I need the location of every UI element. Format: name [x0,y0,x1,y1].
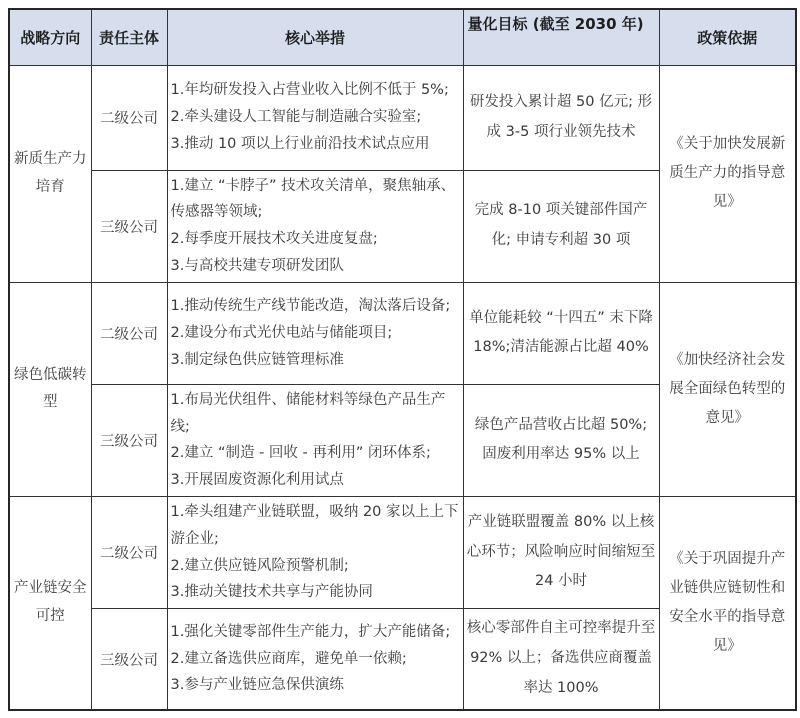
policy-cell-1: 《关于加快发展新质生产力的指导意见》 [659,65,796,282]
header-responsible-entity: 责任主体 [91,9,167,65]
measure-item: 3.推动 10 项以上行业前沿技术试点应用 [170,135,430,152]
direction-cell-2: 绿色低碳转型 [9,282,91,496]
measures-cell-3-2 [167,609,463,710]
policy-cell-2: 《加快经济社会发展全面绿色转型的意见》 [659,282,796,496]
measure-item: 1.强化关键零部件生产能力，扩大产能储备; [170,623,451,640]
target-cell-2-1: 单位能耗较 “十四五” 末下降 18%;清洁能源占比超 40% [463,282,659,384]
measure-item: 2.建立供应链风险预警机制; [170,557,349,574]
measures-cell-2-2 [167,384,463,496]
header-quantified-target: 量化目标 (截至 2030 年) [463,9,659,65]
measure-item: 2.牵头建设人工智能与制造融合实验室; [170,109,422,126]
header-core-measures: 核心举措 [167,9,463,65]
measure-item: 2.建立 “制造 - 回收 - 再利用” 闭环体系; [170,445,431,462]
measures-cell-1-2 [167,170,463,282]
target-cell-1-2: 完成 8-10 项关键部件国产化; 申请专利超 30 项 [463,170,659,282]
strategy-table [8,8,797,711]
measure-item: 1.推动传统生产线节能改造，淘汰落后设备; [170,298,451,315]
table-row [9,65,796,170]
measures-cell-3-1 [167,497,463,609]
entity-cell-3-2: 三级公司 [91,609,167,710]
measure-item: 2.建立备选供应商库，避免单一依赖; [170,650,407,667]
table-row [9,282,796,384]
header-policy-basis: 政策依据 [659,9,796,65]
policy-cell-3: 《关于巩固提升产业链供应链韧性和安全水平的指导意见》 [659,497,796,710]
target-cell-2-2: 绿色产品营收占比超 50%; 固废利用率达 95% 以上 [463,384,659,496]
measure-item: 1.布局光伏组件、储能材料等绿色产品生产线; [170,391,446,435]
measure-item: 1.年均研发投入占营业收入比例不低于 5%; [170,82,449,99]
measure-item: 1.牵头组建产业链联盟，吸纳 20 家以上上下游企业; [170,504,459,547]
measure-item: 3.参与产业链应急保供演练 [170,677,344,694]
measure-item: 3.开展固废资源化利用试点 [170,472,344,489]
header-strategic-direction: 战略方向 [9,9,91,65]
entity-cell-1-1: 二级公司 [91,65,167,170]
measure-item: 3.与高校共建专项研发团队 [170,257,344,274]
measure-item: 2.每季度开展技术攻关进度复盘; [170,231,378,248]
target-cell-3-2: 核心零部件自主可控率提升至 92% 以上；备选供应商覆盖率达 100% [463,609,659,710]
entity-cell-3-1: 二级公司 [91,497,167,609]
measure-item: 3.制定绿色供应链管理标准 [170,351,344,368]
target-cell-1-1: 研发投入累计超 50 亿元; 形成 3-5 项行业领先技术 [463,65,659,170]
measure-item: 1.建立 “卡脖子” 技术攻关清单，聚焦轴承、传感器等领域; [170,177,456,221]
measures-cell-1-1 [167,65,463,170]
entity-cell-1-2: 三级公司 [91,170,167,282]
measure-item: 3.推动关键技术共享与产能协同 [170,584,373,601]
measure-item: 2.建设分布式光伏电站与储能项目; [170,324,393,341]
table-row [9,497,796,609]
direction-cell-3: 产业链安全可控 [9,497,91,710]
header-row [9,9,796,65]
entity-cell-2-2: 三级公司 [91,384,167,496]
measures-cell-2-1 [167,282,463,384]
entity-cell-2-1: 二级公司 [91,282,167,384]
direction-cell-1: 新质生产力培育 [9,65,91,282]
target-cell-3-1: 产业链联盟覆盖 80% 以上核心环节；风险响应时间缩短至 24 小时 [463,497,659,609]
